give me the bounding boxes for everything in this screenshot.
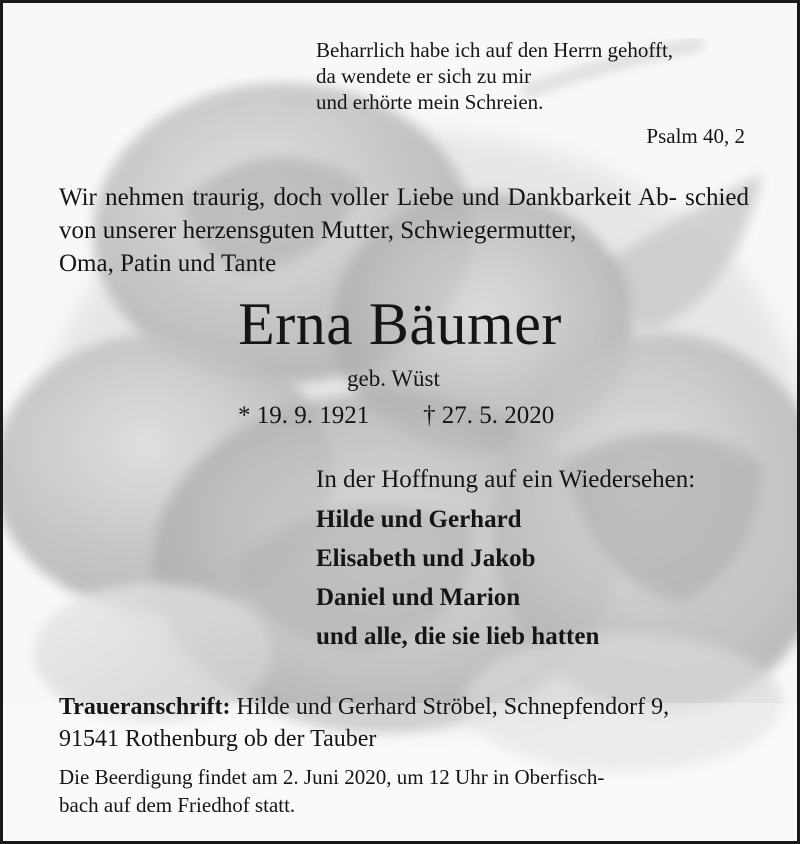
funeral-address (59, 691, 759, 755)
funeral-line: Die Beerdigung findet am 2. Juni 2020, um 12 Uhr in Oberfisch- (59, 765, 605, 789)
address-line: 91541 Rothenburg ob der Tauber (59, 726, 377, 752)
birth-date: * 19. 9. 1921 (238, 402, 370, 429)
intro-line: schied von unserer herzensguten Mutter, Schwiegermutter, (59, 184, 750, 244)
death-date: † 27. 5. 2020 (423, 402, 555, 429)
psalm-line: da wendete er sich zu mir (316, 64, 532, 88)
mourners-intro: In der Hoffnung auf ein Wiedersehen: (316, 466, 696, 493)
mourner-name: Hilde und Gerhard (316, 506, 522, 533)
maiden-name: geb. Wüst (347, 366, 440, 391)
psalm-reference: Psalm 40, 2 (646, 124, 745, 148)
mourner-name: und alle, die sie lieb hatten (316, 623, 600, 650)
intro-text (59, 181, 749, 280)
mourner-name: Elisabeth und Jakob (316, 545, 536, 572)
psalm-line: und erhörte mein Schreien. (316, 90, 544, 114)
address-line (59, 691, 759, 723)
intro-line: Wir nehmen traurig, doch voller Liebe und Dankbarkeit Ab- (59, 184, 677, 211)
psalm-quote (316, 37, 673, 115)
obituary-content (3, 3, 797, 841)
address-text: Hilde und Gerhard Ströbel, Schnepfendorf 9, (230, 694, 670, 720)
intro-line: Oma, Patin und Tante (59, 250, 277, 277)
funeral-line: bach auf dem Friedhof statt. (59, 793, 296, 817)
deceased-name: Erna Bäumer (238, 291, 562, 357)
funeral-notice (59, 763, 759, 819)
address-label: Traueranschrift: (59, 694, 231, 720)
psalm-line: Beharrlich habe ich auf den Herrn gehofft, (316, 38, 674, 62)
mourner-name: Daniel und Marion (316, 584, 521, 611)
